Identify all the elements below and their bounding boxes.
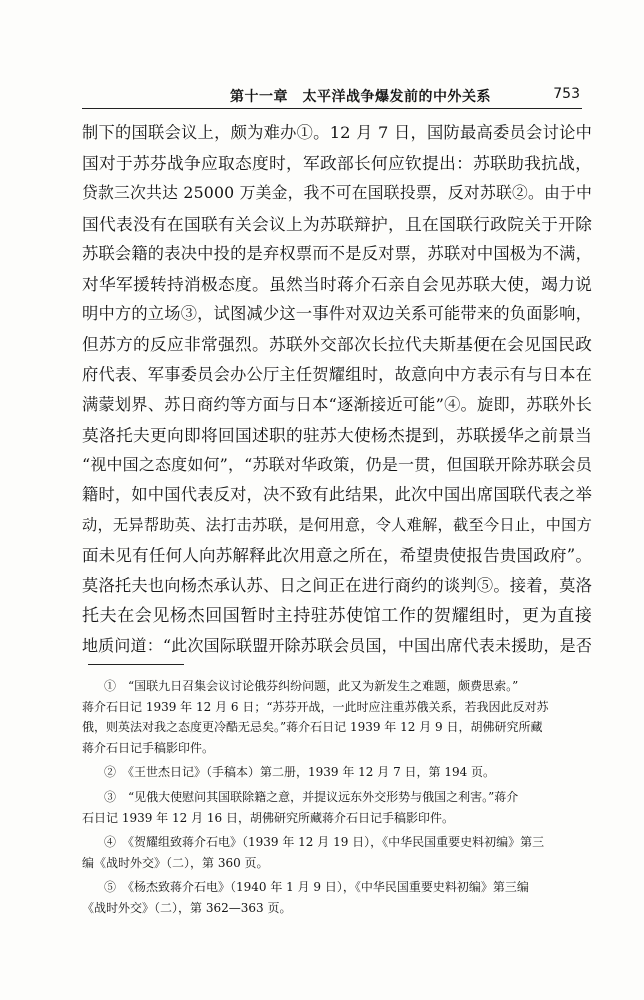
body-text — [82, 118, 592, 661]
footnote-line: 《战时外交》（二），第 362—363 页。 — [82, 900, 292, 915]
body-line: 但苏方的反应非常强烈。苏联外交部次长拉代夫斯基便在会见国民政 — [82, 334, 592, 355]
footnote-3 — [82, 787, 587, 828]
footnote-rule — [88, 664, 184, 665]
footnote-line: 石日记 1939 年 12 月 16 日，胡佛研究所藏蒋介石日记手稿影印件。 — [82, 810, 454, 825]
running-head — [82, 86, 582, 109]
footnote-line: ④ 《贺耀组致蒋介石电》（1939 年 12 月 19 日），《中华民国重要史料初编》第三 — [104, 835, 545, 850]
body-line: 莫洛托夫也向杨杰承认苏、日之间正在进行商约的谈判⑤。接着，莫洛 — [82, 575, 592, 595]
body-line: 国代表没有在国联有关会议上为苏联辩护，且在国联行政院关于开除 — [82, 213, 592, 234]
footnote-line: 俄，则英法对我之态度更冷酷无忌矣。”蒋介石日记 1939 年 12 月 9 日，胡佛研究所藏 — [82, 720, 543, 735]
footnote-line: 蒋介石日记手稿影印件。 — [82, 740, 215, 755]
chapter-title: 第十一章 太平洋战争爆发前的中外关系 — [230, 89, 491, 105]
footnote-line: 蒋介石日记 1939 年 12 月 6 日；“苏芬开战，一此时应注重苏俄关系，若我因此反对苏 — [82, 699, 549, 714]
footnote-4 — [82, 832, 587, 873]
footnote-1 — [82, 676, 587, 758]
footnote-line: 编《战时外交》（二），第 360 页。 — [82, 855, 269, 870]
footnote-line: ① “国联九日召集会议讨论俄芬纠纷问题，此又为新发生之难题，颇费思索。” — [104, 679, 519, 693]
footnotes — [82, 676, 587, 919]
footnote-2 — [82, 762, 587, 783]
page-number: 753 — [553, 86, 580, 102]
body-line: 莫洛托夫更向即将回国述职的驻苏大使杨杰提到，苏联援华之前景当 — [82, 424, 592, 445]
body-line: 府代表、军事委员会办公厅主任贺耀组时，故意向中方表示有与日本在 — [82, 364, 592, 384]
footnote-5 — [82, 877, 587, 918]
body-line: 国对于苏芬战争应取态度时，军政部长何应钦提出：苏联助我抗战， — [82, 153, 592, 174]
body-line: 面未见有任何人向苏解释此次用意之所在，希望贵使报告贵国政府”。 — [82, 545, 592, 565]
body-line: “视中国之态度如何”，“苏联对华政策，仍是一贯，但国联开除苏联会员 — [82, 455, 592, 475]
body-line: 制下的国联会议上，颇为难办①。12 月 7 日，国防最高委员会讨论中 — [82, 123, 592, 142]
body-line: 明中方的立场③，试图减少这一事件对双边关系可能带来的负面影响， — [82, 304, 592, 324]
footnote-line: ② 《王世杰日记》（手稿本）第二册，1939 年 12 月 7 日，第 194 页。 — [104, 765, 496, 780]
body-line: 动，无异帮助英、法打击苏联，是何用意，令人难解，截至今日止，中国方 — [82, 516, 592, 535]
body-line: 苏联会籍的表决中投的是弃权票而不是反对票，苏联对中国极为不满， — [82, 243, 592, 263]
body-line: 地质问道：“此次国际联盟开除苏联会员国，中国出席代表未援助，是否 — [82, 636, 592, 656]
body-line: 托夫在会见杨杰回国暂时主持驻苏使馆工作的贺耀组时，更为直接 — [82, 606, 592, 626]
footnote-line: ③ “见俄大使慰问其国联除籍之意，并提议远东外交形势与俄国之利害。”蒋介 — [104, 789, 519, 804]
body-line: 满蒙划界、苏日商约等方面与日本“逐渐接近可能”④。旋即，苏联外长 — [82, 394, 592, 414]
body-line: 贷款三次共达 25000 万美金，我不可在国联投票，反对苏联②。由于中 — [82, 183, 592, 203]
footnote-line: ⑤ 《杨杰致蒋介石电》（1940 年 1 月 9 日），《中华民国重要史料初编》第三编 — [104, 880, 529, 895]
body-line: 籍时，如中国代表反对，决不致有此结果，此次中国出席国联代表之举 — [82, 485, 592, 505]
body-line: 对华军援转持消极态度。虽然当时蒋介石亲自会见苏联大使，竭力说 — [82, 273, 592, 294]
